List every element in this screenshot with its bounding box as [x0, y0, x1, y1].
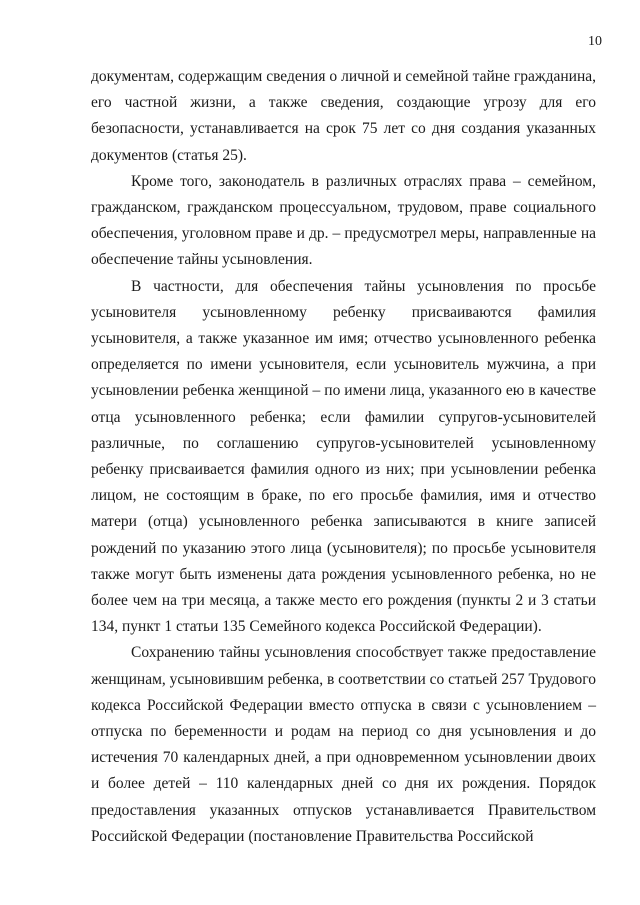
document-body: [91, 64, 596, 850]
paragraph-maternity-leave: Сохранению тайны усыновления способствует также предоставление женщинам, усыновившим ребенка, в соответствии со статьей 257 Трудового кодекса Российской Федерации вместо отпуска в связи с усыновлением – отпуска по беременности и родам на период со дня усыновления и до истечения 70 календарных дней, а при одновременном усыновлении двоих и более детей – 110 календарных дней со дня их рождения. Порядок предоставления указанных отпусков устанавливается Правительством Российской Федерации (постановление Правительства Российской: [91, 644, 596, 845]
paragraph-adoption-secrecy-details: В частности, для обеспечения тайны усыновления по просьбе усыновителя усыновленному ребенку присваиваются фамилия усыновителя, а также указанное им имя; отчество усыновленного ребенка определяется по имени усыновителя, если усыновитель мужчина, а при усыновлении ребенка женщиной – по имени лица, указанного ею в качестве отца усыновленного ребенка; если фамилии супругов-усыновителей различные, по соглашению супругов-усыновителей усыновленному ребенку присваивается фамилия одного из них; при усыновлении ребенка лицом, не состоящим в браке, по его просьбе фамилия, имя и отчество матери (отца) усыновленного ребенка записываются в книге записей рождений по указанию этого лица (усыновителя); по просьбе усыновителя также могут быть изменены дата рождения усыновленного ребенка, но не более чем на три месяца, а также место его рождения (пункты 2 и 3 статьи 134, пункт 1 статьи 135 Семейного кодекса Российской Федерации).: [91, 277, 596, 636]
paragraph-continuation: документам, содержащим сведения о личной и семейной тайне гражданина, его частной жизни, а также сведения, создающие угрозу для его безопасности, устанавливается на срок 75 лет со дня создания указанных документов (статья 25).: [91, 68, 596, 164]
paragraph-legislator-measures: Кроме того, законодатель в различных отраслях права – семейном, гражданском, гражданском процессуальном, трудовом, праве социального обеспечения, уголовном праве и др. – предусмотрел меры, направленные на обеспечение тайны усыновления.: [91, 172, 596, 269]
page-number: 10: [588, 34, 602, 49]
